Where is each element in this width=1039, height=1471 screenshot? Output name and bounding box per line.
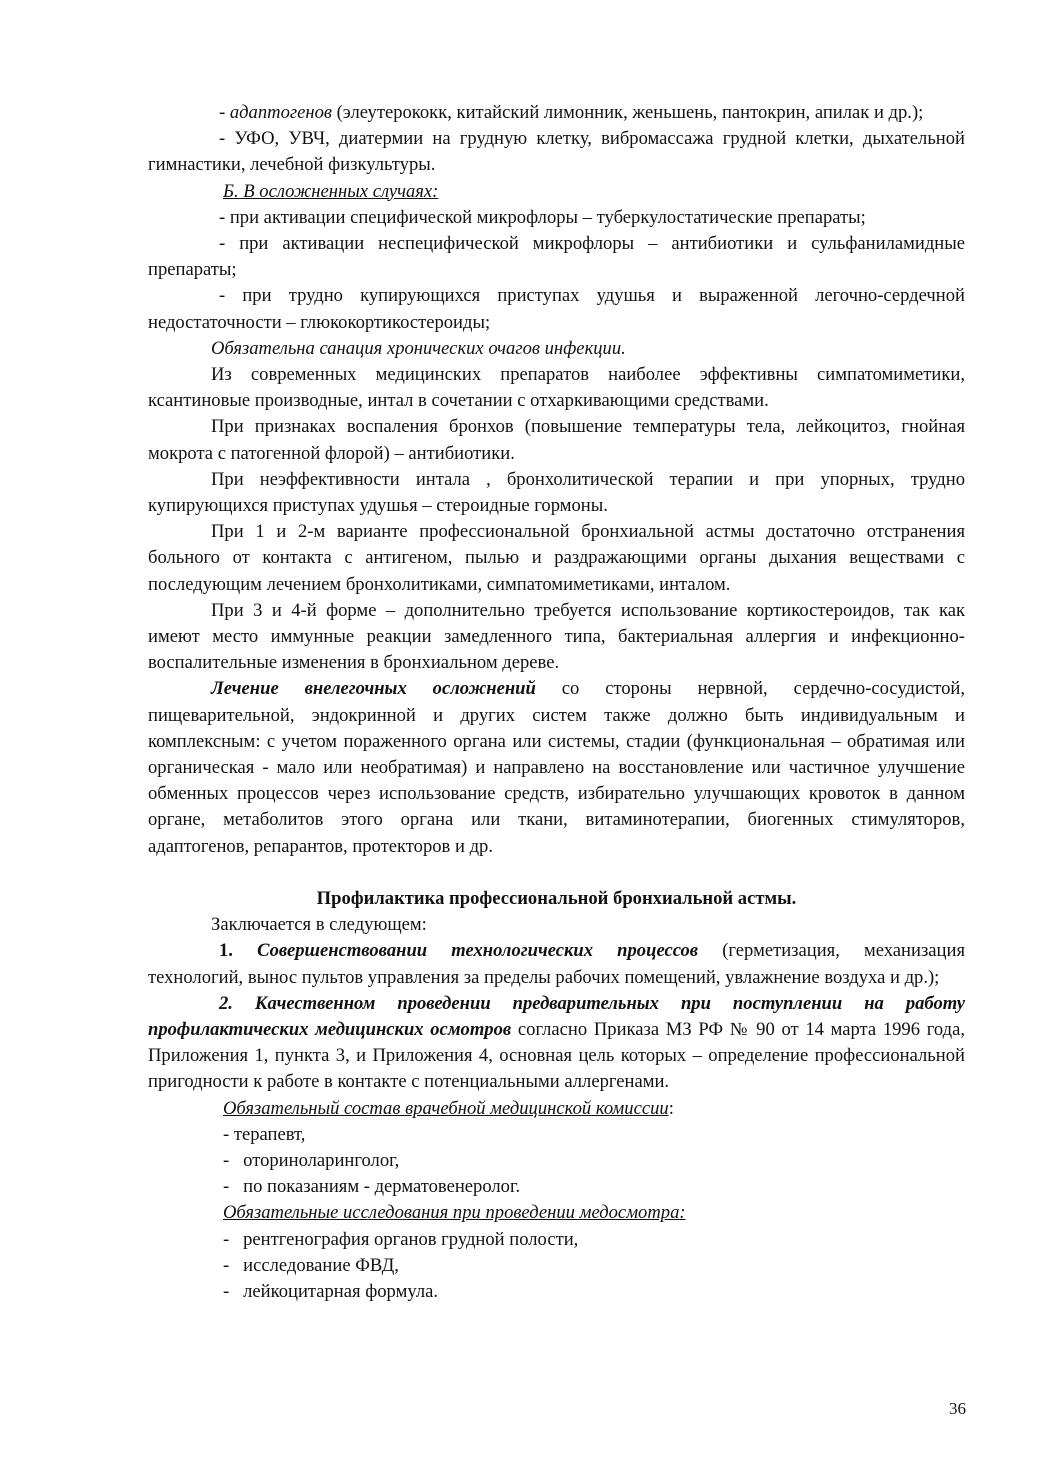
paragraph-text: согласно Приказа МЗ РФ № 90 от 14 марта 1996 года, Приложения 1, пункта 3, и Приложения 4, основная цель которых – определение профессиональной пригодности к работе в контакте с потенциальными аллергенами. — [148, 1018, 965, 1093]
paragraph-text: (герметизация, механизация технологий, вынос пультов управления за пределы рабочих помещений, увлажнение воздуха и др.); — [148, 940, 966, 988]
paragraph-adaptogens — [148, 100, 965, 126]
bold-italic-term: 2. Качественном проведении предварительных при поступлении на работу профилактических медицинских осмотров — [148, 992, 965, 1040]
list-item: - терапевт, — [223, 1123, 306, 1145]
paragraph-specific-microflora: - при активации специфической микрофлоры – туберкулостатические препараты; — [219, 206, 866, 228]
paragraph-extrapulmonary — [148, 676, 965, 859]
paragraph-glucocorticoids: - при трудно купирующихся приступах удушья и выраженной легочно-сердечной недостаточности – глюкокортикостероиды; — [148, 285, 965, 333]
paragraph-bronchitis-signs: При признаках воспаления бронхов (повышение температуры тела, лейкоцитоз, гнойная мокрота с патогенной флорой) – антибиотики. — [148, 416, 965, 464]
italic-term: адаптогенов — [229, 102, 332, 123]
list-item: - по показаниям - дерматовенеролог. — [223, 1176, 521, 1198]
exam-heading — [148, 1200, 965, 1226]
list-item: - исследование ФВД, — [223, 1254, 399, 1276]
paragraph-technology — [148, 938, 965, 990]
subheading-text: Б. В осложненных случаях: — [223, 180, 439, 202]
paragraph-physiotherapy: - УФО, УВЧ, диатермии на грудную клетку, вибромассажа грудной клетки, дыхательной гимнастики, лечебной физкультуры. — [148, 128, 965, 176]
paragraph-text: со стороны нервной, сердечно-сосудистой, пищеварительной, эндокринной и других систем также должно быть индивидуальным и комплексным: с учетом пораженного органа или системы, стадии (функциональная – обратимая или органическая - мало или необратимая) и направлено на восстановление или частичное улучшение обменных процессов через использование средств, избирательно улучшающих кровоток в данном органе, метаболитов этого органа или ткани, витаминотерапии, биогенных стимуляторов, адаптогенов, репарантов, протекторов и др. — [148, 678, 966, 857]
paragraph-consists-of: Заключается в следующем: — [211, 914, 427, 936]
paragraph-medical-exams — [148, 991, 965, 1096]
paragraph-variants-1-2: При 1 и 2-м варианте профессиональной бронхиальной астмы достаточно отстранения больного от контакта с антигеном, пылью и раздражающими органы дыхания веществами с последующим лечением бронхолитиками, симпатомиметиками, инталом. — [148, 521, 965, 595]
list-number: 1. — [219, 940, 258, 962]
list-item: - оториноларинголог, — [223, 1149, 400, 1171]
paragraph-sanation: Обязательна санация хронических очагов инфекции. — [211, 337, 626, 359]
exam-heading-text: Обязательные исследования при проведении медосмотра: — [223, 1202, 686, 1224]
colon: : — [668, 1097, 674, 1119]
commission-heading — [148, 1096, 965, 1122]
bold-italic-term: Совершенствовании технологических процессов — [257, 940, 699, 962]
paragraph-intal-ineffective: При неэффективности интала , бронхолитической терапии и при упорных, трудно купирующихся приступах удушья – стероидные гормоны. — [148, 468, 965, 517]
bold-italic-term: Лечение внелегочных осложнений — [211, 678, 536, 700]
dash: - — [219, 102, 230, 123]
page-content — [148, 100, 965, 1305]
list-item: - рентгенография органов грудной полости, — [223, 1228, 579, 1250]
section-title: Профилактика профессиональной бронхиальной астмы. — [316, 887, 797, 909]
commission-heading-text: Обязательный состав врачебной медицинской комиссии — [223, 1097, 669, 1119]
list-item: - лейкоцитарная формула. — [223, 1280, 438, 1302]
paragraph-nonspecific-microflora: - при активации неспецифической микрофлоры – антибиотики и сульфаниламидные препараты; — [148, 233, 965, 281]
paragraph-forms-3-4: При 3 и 4-й форме – дополнительно требуется использование кортикостероидов, так как имеют место иммунные реакции замедленного типа, бактериальная аллергия и инфекционно-воспалительные изменения в бронхиальном дереве. — [148, 599, 965, 674]
paragraph-modern-drugs: Из современных медицинских препаратов наиболее эффективны симпатомиметики, ксантиновые производные, интал в сочетании с отхаркивающими средствами. — [148, 364, 965, 412]
paragraph-text: (элеутерококк, китайский лимонник, женьшень, пантокрин, апилак и др.); — [331, 102, 924, 123]
page-number: 36 — [949, 1399, 966, 1418]
subheading-complicated-cases — [148, 179, 965, 205]
